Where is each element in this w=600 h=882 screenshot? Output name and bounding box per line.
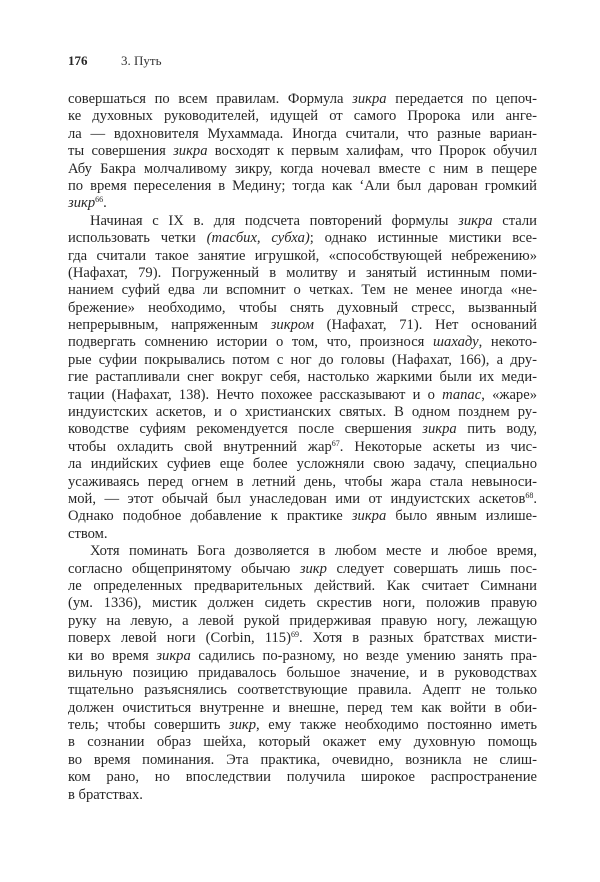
footnote-ref: 66 — [95, 195, 104, 205]
italic-term: зикром — [270, 317, 314, 334]
text-line — [68, 317, 537, 334]
text-line — [68, 717, 537, 734]
text-segment: ла индийских суфиев еще более усложняли свою задачу, специально — [68, 456, 537, 473]
text-line — [68, 508, 537, 525]
italic-term: зикр — [68, 195, 96, 212]
italic-term: зикр — [299, 560, 327, 577]
text-segment: ством. — [68, 525, 108, 542]
text-segment: поверх левой ноги (Corbin, 115) — [68, 630, 291, 647]
text-line — [68, 456, 537, 473]
text-line — [68, 126, 537, 143]
text-segment: садились по-разному, но везде умению занять пра- — [190, 647, 538, 664]
text-line — [68, 561, 537, 578]
text-segment: пить воду, — [456, 421, 538, 438]
text-segment: согласно общепринятому обычаю — [68, 560, 300, 577]
text-segment: тации (Нафахат, 138). Нечто похожее рассказывают и о — [68, 386, 443, 403]
text-segment: . Хотя в разных братствах мисти- — [298, 630, 537, 647]
text-segment: Абу Бакра молчаливому зикру, когда ночевал вместе с ним в пещере — [68, 160, 537, 177]
text-line — [68, 352, 537, 369]
text-segment: усаживаясь перед огнем в летний день, чтобы жара стала невыноси- — [68, 473, 537, 490]
text-line — [68, 387, 537, 404]
text-segment: следует совершать лишь пос- — [326, 560, 537, 577]
footnote-ref: 68 — [525, 490, 534, 500]
text-segment: непрерывным, напряженным — [68, 317, 271, 334]
text-line — [68, 630, 537, 647]
text-line — [68, 108, 537, 125]
text-segment: вильную позицию придавалось большое значение, и в руководствах — [68, 664, 537, 681]
text-line — [68, 439, 537, 456]
text-segment: . — [533, 490, 537, 507]
text-segment: стали — [492, 212, 537, 229]
text-line — [68, 161, 537, 178]
text-segment: ке духовных руководителей, идущей от самого Пророка или анге- — [68, 108, 537, 125]
italic-term: зикра — [173, 143, 208, 160]
text-segment: совершаться по всем правилам. Формула — [68, 91, 353, 107]
footnote-ref: 69 — [290, 630, 299, 640]
text-segment: было явным излише- — [386, 508, 538, 525]
text-line — [68, 595, 537, 612]
text-segment: брежение» необходимо, чтобы снять духовный стресс, вызванный — [68, 299, 537, 316]
text-segment: ком рано, но впоследствии получила широкое распространение — [68, 769, 537, 786]
text-line — [68, 421, 537, 438]
text-segment: ки во время — [68, 647, 157, 664]
text-segment: использовать четки — [68, 230, 207, 247]
text-line — [68, 300, 537, 317]
text-segment: . Некоторые аскеты из чис- — [339, 438, 537, 455]
text-segment: (ум. 1336), мистик должен сидеть скрестив ноги, положив правую — [68, 595, 537, 612]
text-line — [68, 91, 537, 108]
text-line — [68, 682, 537, 699]
text-segment: по время переселения в Медину; тогда как ‘Али был дарован громкий — [68, 177, 537, 194]
text-segment: ководстве суфиям рекомендуется после свершения — [68, 421, 423, 438]
text-line — [68, 543, 537, 560]
italic-term: зикра — [458, 212, 493, 229]
text-line — [68, 195, 537, 212]
text-segment: чтобы охладить свой внутренний жар — [68, 438, 332, 455]
text-segment: тель; чтобы совершить — [68, 717, 229, 734]
text-segment: Хотя поминать Бога дозволяется в любом месте и любое время, — [90, 543, 537, 560]
italic-term: зикра — [422, 421, 457, 438]
text-line — [68, 526, 537, 543]
text-segment: ла — вдохновителя Мухаммада. Иногда считали, что разные вариан- — [68, 125, 537, 142]
text-segment: нанием суфий едва ли вспомнит о четках. Тем не менее иногда «не- — [68, 282, 537, 299]
text-line — [68, 474, 537, 491]
text-segment: руку на левую, а левой рукой придерживая правую ногу, лежащую — [68, 612, 537, 629]
italic-term: зикра — [156, 647, 191, 664]
text-segment: в сознании образ шейха, который окажет ему духовную помощь — [68, 734, 537, 751]
page-number: 176 — [68, 53, 88, 68]
text-line — [68, 369, 537, 386]
text-line — [68, 491, 537, 508]
italic-term: шахаду — [433, 334, 479, 351]
text-segment: рые суфии покрывались потом с ног до головы (Нафахат, 166), а дру- — [68, 351, 537, 368]
text-line — [68, 143, 537, 160]
italic-term: зикр — [228, 717, 257, 734]
text-line — [68, 578, 537, 595]
text-segment: , «жаре» — [481, 386, 537, 403]
text-segment: гда считали такое занятие игрушкой, «способствующей небрежению» — [68, 247, 537, 264]
text-segment: ; однако истинные мистики все- — [309, 230, 538, 247]
italic-term: тапас — [442, 386, 482, 403]
text-segment: мой, — этот обычай был унаследован ими от индуистских аскетов — [68, 490, 526, 507]
text-segment: (Нафахат, 71). Нет оснований — [313, 317, 537, 334]
text-line — [68, 178, 537, 195]
text-segment: во время поминания. Эта практика, очевидно, возникла не слиш- — [68, 751, 537, 768]
text-segment: ты совершения — [68, 143, 174, 160]
text-segment: в братствах. — [68, 786, 143, 803]
text-line — [68, 248, 537, 265]
text-line — [68, 213, 537, 230]
text-line — [68, 334, 537, 351]
chapter-title: 3. Путь — [121, 53, 162, 68]
text-segment: , некото- — [478, 334, 537, 351]
text-segment: передается по цепоч- — [386, 91, 538, 107]
text-segment: тщательно разъяснялись соответствующие правила. Адепт не только — [68, 682, 537, 699]
text-segment: восходят к первым халифам, что Пророк обучил — [207, 143, 537, 160]
text-line — [68, 752, 537, 769]
text-segment: Однако подобное добавление к практике — [68, 508, 352, 525]
text-segment: ле определенных предварительных действий. Как считает Симнани — [68, 577, 537, 594]
text-segment: гие растапливали снег вокруг себя, настолько жаркими были их меди- — [68, 369, 537, 386]
text-segment: подвергать сомнению истории о том, что, произнося — [68, 334, 434, 351]
text-line — [68, 230, 537, 247]
text-line — [68, 769, 537, 786]
italic-term: зикра — [352, 91, 387, 107]
text-line — [68, 700, 537, 717]
text-segment: индуистских аскетов, и о христианских святых. В одном позднем ру- — [68, 404, 537, 421]
text-line — [68, 282, 537, 299]
body-text — [68, 91, 537, 804]
text-line — [68, 648, 537, 665]
text-line — [68, 613, 537, 630]
text-segment: должен очиститься внутренне и внешне, перед тем как войти в оби- — [68, 699, 537, 716]
text-line — [68, 404, 537, 421]
footnote-ref: 67 — [331, 438, 340, 448]
text-segment: . — [103, 195, 107, 212]
italic-term: (тасбих, субха) — [206, 230, 310, 247]
text-line — [68, 734, 537, 751]
italic-term: зикра — [351, 508, 387, 525]
text-line — [68, 787, 537, 804]
text-line — [68, 665, 537, 682]
text-segment: (Нафахат, 79). Погруженный в молитву и занятый истинным поми- — [68, 264, 537, 281]
text-line — [68, 265, 537, 282]
text-segment: Начиная с IX в. для подсчета повторений формулы — [90, 212, 459, 229]
text-segment: , ему также необходимо постоянно иметь — [256, 717, 537, 734]
